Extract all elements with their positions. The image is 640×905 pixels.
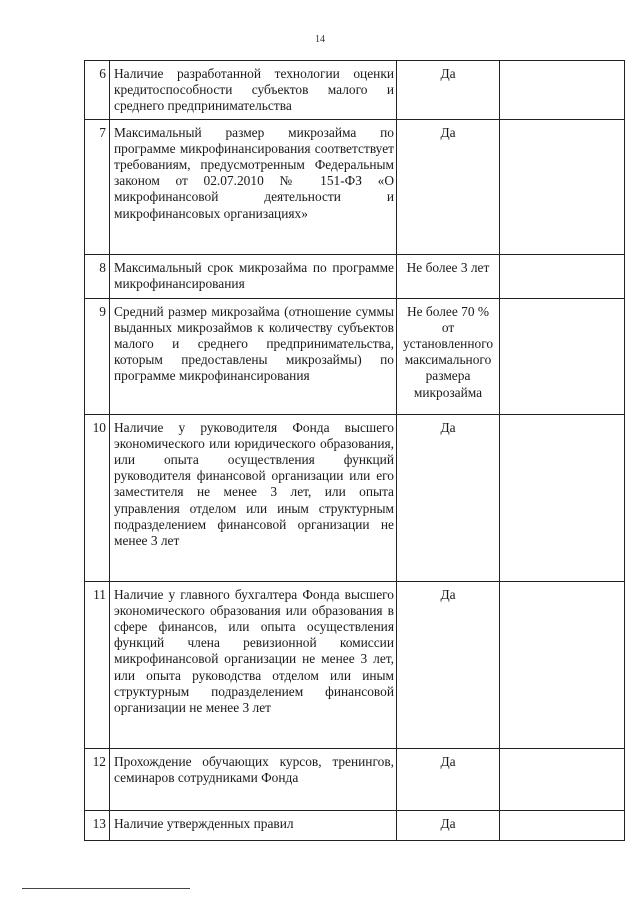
table-row <box>85 254 625 298</box>
value-cell: Да <box>397 61 500 120</box>
criterion-cell <box>110 414 397 581</box>
empty-cell <box>500 748 625 810</box>
table-row <box>85 414 625 581</box>
criterion-cell <box>110 298 397 414</box>
table-row <box>85 119 625 254</box>
criterion-cell <box>110 61 397 120</box>
criterion-text: Наличие у руководителя Фонда высшего экономического или юридического образования, или опыта осуществления функций руководителя финансовой организации или его заместителя не менее 3 лет, или опыта управления отделом или иным структурным подразделением финансовой организации не менее 3 лет <box>114 419 394 549</box>
criterion-text: Наличие у главного бухгалтера Фонда высшего экономического образования или образования в сфере финансов, или опыта осуществления функций члена ревизионной комиссии микрофинансовой организации не менее 3 лет, или опыта руководства отделом или иным структурным подразделением финансовой организации не менее 3 лет <box>114 586 394 716</box>
row-number: 11 <box>85 581 110 748</box>
value-cell: Да <box>397 414 500 581</box>
table-row <box>85 581 625 748</box>
criterion-cell <box>110 810 397 840</box>
row-number: 7 <box>85 119 110 254</box>
empty-cell <box>500 61 625 120</box>
table-row <box>85 810 625 840</box>
criterion-text: Наличие разработанной технологии оценки кредитоспособности субъектов малого и среднего предпринимательства <box>114 66 394 114</box>
empty-cell <box>500 414 625 581</box>
value-cell: Да <box>397 581 500 748</box>
table-row <box>85 748 625 810</box>
table-row <box>85 298 625 414</box>
row-number: 13 <box>85 810 110 840</box>
empty-cell <box>500 810 625 840</box>
criterion-cell <box>110 748 397 810</box>
row-number: 9 <box>85 298 110 414</box>
criterion-text: Средний размер микрозайма (отношение суммы выданных микрозаймов к количеству субъектов малого и среднего предпринимательства, которым предоставлены микрозаймы) по программе микрофинансирования <box>114 303 394 384</box>
value-cell: Не более 3 лет <box>397 254 500 298</box>
value-cell: Да <box>397 748 500 810</box>
table-row <box>85 61 625 120</box>
row-number: 10 <box>85 414 110 581</box>
criteria-table <box>84 60 625 841</box>
criterion-text: Максимальный срок микрозайма по программе микрофинансирования <box>114 259 394 291</box>
value-cell: Да <box>397 810 500 840</box>
empty-cell <box>500 298 625 414</box>
criterion-text: Прохождение обучающих курсов, тренингов, семинаров сотрудниками Фонда <box>114 753 394 785</box>
empty-cell <box>500 581 625 748</box>
empty-cell <box>500 119 625 254</box>
criterion-text: Наличие утвержденных правил <box>114 815 294 831</box>
value-cell: Да <box>397 119 500 254</box>
page-number: 14 <box>315 34 325 45</box>
criterion-cell <box>110 254 397 298</box>
row-number: 6 <box>85 61 110 120</box>
criterion-text: Максимальный размер микрозайма по программе микрофинансирования соответствует требованиям, предусмотренным Федеральным законом от 02.07.2010 № 151-ФЗ «О микрофинансовой деятельности и микрофинансовых организациях» <box>114 124 394 221</box>
criterion-cell <box>110 119 397 254</box>
row-number: 12 <box>85 748 110 810</box>
value-cell: Не более 70 % от установленного максимального размера микрозайма <box>397 298 500 414</box>
empty-cell <box>500 254 625 298</box>
criterion-cell <box>110 581 397 748</box>
footnote-divider <box>22 888 190 889</box>
row-number: 8 <box>85 254 110 298</box>
